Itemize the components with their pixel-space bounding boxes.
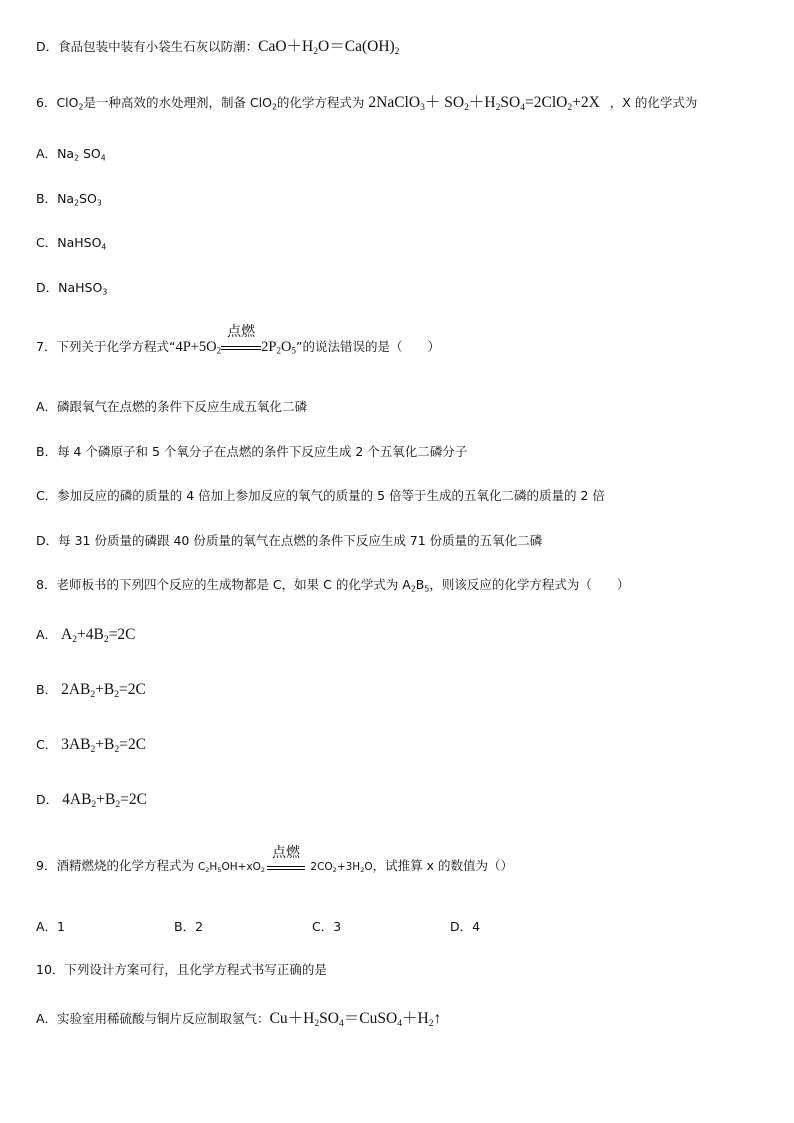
q5-option-d-text: D．食品包装中装有小袋生石灰以防潮：	[36, 39, 259, 54]
q5-equation: $CaO+H_2O=Ca(OH)_2$	[258, 38, 400, 57]
q7-option-d: D．每 31 份质量的磷跟 40 份质量的氧气在点燃的条件下反应生成 71 份质量的五氧化二磷	[36, 533, 543, 548]
q9-option-b: B．2	[174, 919, 204, 934]
q7-option-c: C．参加反应的磷的质量的 4 倍加上参加反应的氧气的质量的 5 倍等于生成的五氧化二磷的质量的 2 倍	[36, 488, 605, 503]
q9-condition: 点燃	[267, 866, 305, 876]
q8-option-d: D． $4AB_2+B_2=2C$	[36, 791, 147, 810]
q9-equation: $C_2H_5OH+xO_2$	[197, 861, 266, 874]
q10-stem: 10．下列设计方案可行，且化学方程式书写正确的是	[36, 962, 327, 977]
q9-stem: 9．酒精燃烧的化学方程式为 $C_2H_5OH+xO_2$ 点燃 $2CO_2+3H_2O$，试推算 x 的数值为（）	[36, 857, 513, 876]
q5-option-d	[36, 38, 399, 56]
q9-option-d: D．4	[450, 919, 481, 934]
q6-equation: 2NaClO$_3$＋ $SO_2+H_2SO_4=2ClO_2+2X$	[368, 94, 600, 113]
q7-option-b: B．每 4 个磷原子和 5 个氧分子在点燃的条件下反应生成 2 个五氧化二磷分子	[36, 444, 468, 459]
q7-stem: 7．下列关于化学方程式“$4P+5O_2$ 点燃 $2P_2O_5$”的说法错误的是（ ）	[36, 325, 440, 356]
q7-condition: 点燃	[221, 346, 261, 356]
q8-option-c: C． $3AB_2+B_2=2C$	[36, 736, 147, 755]
q9-option-a: A．1	[36, 919, 66, 934]
q6-option-b: B．$Na_2SO_3$	[36, 191, 102, 208]
q7-equation: $4P+5O_2$ 点燃 $2P_2O_5$	[175, 325, 296, 356]
q6-option-a: A．$Na_2$ $SO_4$	[36, 146, 106, 163]
q8-stem: 8．老师板书的下列四个反应的生成物都是 C，如果 C 的化学式为 $A_2B_5$，则该反应的化学方程式为（ ）	[36, 577, 630, 594]
q9-option-c: C．3	[312, 919, 342, 934]
q6-option-d: D．NaHSO$_3$	[36, 280, 108, 297]
q10-option-a: A．实验室用稀硫酸与铜片反应制取氢气：$Cu+H_2SO_4=CuSO_4+H_2↑$	[36, 1010, 442, 1029]
q10-equation: $Cu+H_2SO_4=CuSO_4+H_2↑$	[269, 1010, 442, 1029]
q6-stem: 6．ClO$_2$是一种高效的水处理剂，制备 ClO$_2$的化学方程式为 2NaClO$_3$＋ $SO_2+H_2SO_4=2ClO_2+2X$ ，X 的化学式为	[36, 94, 698, 113]
q8-option-b: B． $2AB_2+B_2=2C$	[36, 681, 146, 700]
q7-option-a: A．磷跟氧气在点燃的条件下反应生成五氧化二磷	[36, 399, 308, 414]
q6-option-c: C．NaHSO$_4$	[36, 235, 107, 252]
q8-option-a: A． $A_2+4B_2=2C$	[36, 626, 136, 645]
